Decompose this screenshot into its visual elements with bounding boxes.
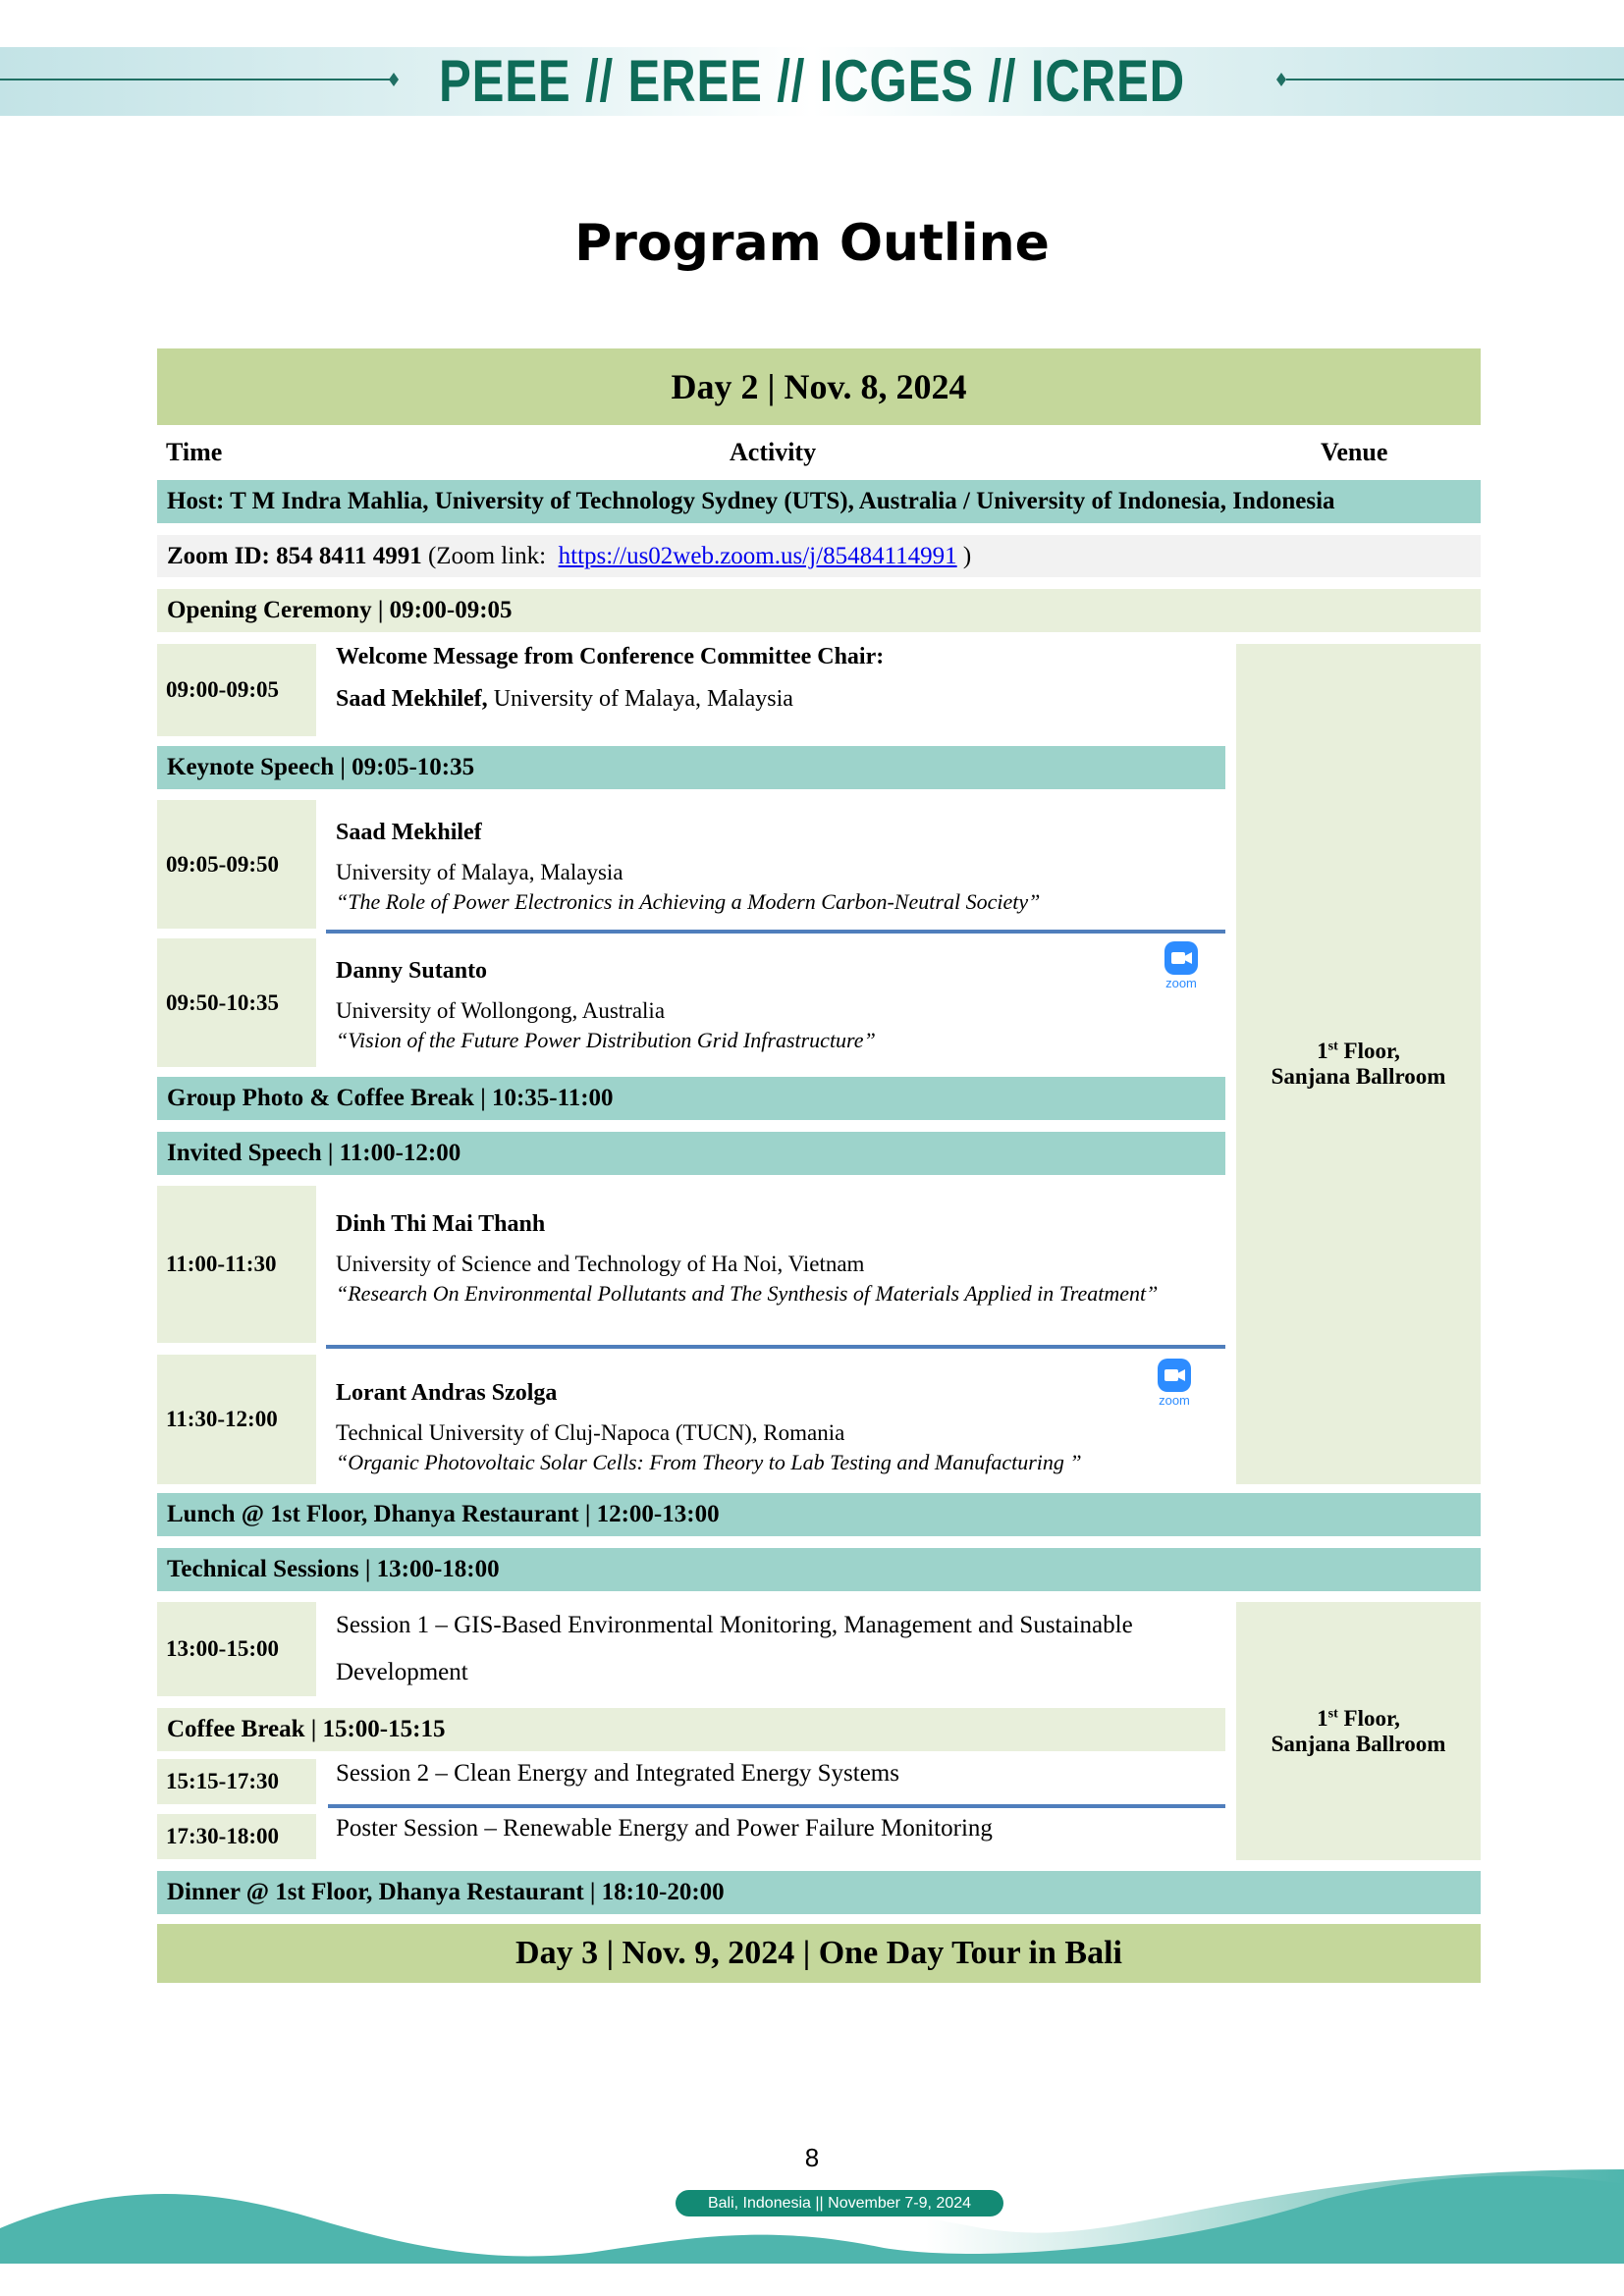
footer-wave-decoration xyxy=(0,2169,1624,2264)
speaker-affiliation: University of Malaya, Malaysia xyxy=(336,860,623,884)
invited-speech-header xyxy=(157,1132,1225,1175)
technical-sessions-header xyxy=(157,1548,1481,1591)
venue-floor-number: 1 xyxy=(1317,1039,1328,1063)
time-cell: 13:00-15:00 xyxy=(157,1602,316,1696)
speaker-affiliation: Technical University of Cluj-Napoca (TUCN), Romania xyxy=(336,1420,845,1445)
zoom-icon-label: zoom xyxy=(1165,976,1197,990)
coffee-break-label: Coffee Break | 15:00-15:15 xyxy=(167,1716,446,1742)
dinner-row xyxy=(157,1871,1481,1914)
time-cell: 09:00-09:05 xyxy=(157,644,316,736)
poster-session: Poster Session – Renewable Energy and Power Failure Monitoring xyxy=(336,1815,993,1842)
lunch-row xyxy=(157,1493,1481,1536)
welcome-message-label: Welcome Message from Conference Committee Chair: xyxy=(336,644,885,669)
opening-speaker-line xyxy=(336,686,1225,713)
session-1-title: Session 1 – GIS-Based Environmental Monitoring, Management and Sustainable xyxy=(336,1612,1133,1638)
opening-ceremony-header xyxy=(157,589,1481,632)
group-photo-break xyxy=(157,1077,1225,1120)
talk-title: “Research On Environmental Pollutants and The Synthesis of Materials Applied in Treatment” xyxy=(336,1281,1159,1306)
zoom-camera-icon xyxy=(1158,1359,1191,1392)
day2-header: Day 2 | Nov. 8, 2024 xyxy=(157,348,1481,425)
venue-floor-rest: Floor, xyxy=(1337,1039,1400,1063)
zoom-id: Zoom ID: 854 8411 4991 xyxy=(167,542,422,569)
speaker-name: Saad Mekhilef, xyxy=(336,686,488,712)
zoom-link[interactable]: https://us02web.zoom.us/j/85484114991 xyxy=(558,542,957,569)
divider-line xyxy=(328,1804,1225,1808)
venue-floor xyxy=(1236,1039,1481,1064)
speaker-affiliation: University of Science and Technology of Ha Noi, Vietnam xyxy=(336,1252,865,1276)
opening-activity xyxy=(336,644,1225,713)
opening-ceremony-label: Opening Ceremony | 09:00-09:05 xyxy=(167,597,513,623)
column-headers xyxy=(157,432,1481,471)
time-cell: 17:30-18:00 xyxy=(157,1814,316,1859)
page-title: Program Outline xyxy=(574,214,1050,273)
divider-line xyxy=(326,1345,1225,1349)
zoom-icon xyxy=(1162,941,1201,990)
time-cell: 15:15-17:30 xyxy=(157,1759,316,1804)
keynote-header xyxy=(157,746,1225,789)
column-header-activity: Activity xyxy=(730,438,817,466)
venue-floor-number: 1 xyxy=(1317,1705,1328,1731)
column-header-venue: Venue xyxy=(1321,438,1388,466)
session-1-title-cont: Development xyxy=(336,1659,468,1685)
time-cell: 11:30-12:00 xyxy=(157,1355,316,1484)
zoom-info-row xyxy=(157,535,1481,577)
technical-sessions-label: Technical Sessions | 13:00-18:00 xyxy=(167,1556,500,1582)
speaker-name: Lorant Andras Szolga xyxy=(336,1380,558,1406)
session-1 xyxy=(336,1602,1225,1696)
venue-room: Sanjana Ballroom xyxy=(1271,1064,1446,1089)
zoom-camera-icon xyxy=(1164,941,1198,975)
venue-floor-suffix: st xyxy=(1327,1705,1338,1721)
venue-cell-morning xyxy=(1236,644,1481,1484)
dinner-label: Dinner @ 1st Floor, Dhanya Restaurant | 18:10-20:00 xyxy=(167,1879,725,1905)
venue-room: Sanjana Ballroom xyxy=(1271,1731,1446,1756)
column-header-time: Time xyxy=(166,438,223,466)
time-cell: 09:50-10:35 xyxy=(157,938,316,1067)
footer-location-date: Bali, Indonesia || November 7-9, 2024 xyxy=(676,2190,1003,2216)
venue-cell-afternoon xyxy=(1236,1602,1481,1860)
invited-talk-1 xyxy=(336,1211,1225,1307)
conference-banner-title: PEEE // EREE // ICGES // ICRED xyxy=(438,48,1186,114)
lunch-label: Lunch @ 1st Floor, Dhanya Restaurant | 12:00-13:00 xyxy=(167,1501,720,1527)
zoom-icon-label: zoom xyxy=(1159,1393,1190,1408)
divider-line xyxy=(326,930,1225,934)
zoom-link-suffix: ) xyxy=(962,542,972,569)
talk-title: “The Role of Power Electronics in Achieving a Modern Carbon-Neutral Society” xyxy=(336,889,1041,914)
zoom-icon xyxy=(1155,1359,1194,1408)
session-2: Session 2 – Clean Energy and Integrated Energy Systems xyxy=(336,1760,899,1787)
speaker-name: Danny Sutanto xyxy=(336,958,488,984)
speaker-name: Saad Mekhilef xyxy=(336,820,482,845)
talk-title: “Vision of the Future Power Distribution Grid Infrastructure” xyxy=(336,1028,876,1052)
coffee-break-row xyxy=(157,1708,1225,1751)
speaker-name: Dinh Thi Mai Thanh xyxy=(336,1211,546,1237)
keynote-talk-1 xyxy=(336,820,1225,915)
time-cell: 11:00-11:30 xyxy=(157,1186,316,1343)
time-cell: 09:05-09:50 xyxy=(157,800,316,929)
speaker-affiliation: University of Malaya, Malaysia xyxy=(493,686,793,712)
invited-speech-label: Invited Speech | 11:00-12:00 xyxy=(167,1140,461,1166)
speaker-affiliation: University of Wollongong, Australia xyxy=(336,998,666,1023)
keynote-label: Keynote Speech | 09:05-10:35 xyxy=(167,754,475,780)
venue-floor-rest: Floor, xyxy=(1337,1705,1400,1731)
talk-title: “Organic Photovoltaic Solar Cells: From Theory to Lab Testing and Manufacturing ” xyxy=(336,1450,1082,1474)
host-row xyxy=(157,480,1481,523)
zoom-link-prefix: (Zoom link: xyxy=(427,542,547,569)
day3-header: Day 3 | Nov. 9, 2024 | One Day Tour in Bali xyxy=(157,1924,1481,1983)
venue-floor xyxy=(1236,1706,1481,1732)
keynote-talk-2 xyxy=(336,958,1225,1053)
page-number: 8 xyxy=(804,2143,820,2172)
invited-talk-2 xyxy=(336,1380,1225,1475)
venue-floor-suffix: st xyxy=(1327,1039,1338,1054)
group-photo-label: Group Photo & Coffee Break | 10:35-11:00 xyxy=(167,1085,614,1111)
host-text: Host: T M Indra Mahlia, University of Technology Sydney (UTS), Australia / University of Indonesia, Indonesia xyxy=(167,488,1335,514)
